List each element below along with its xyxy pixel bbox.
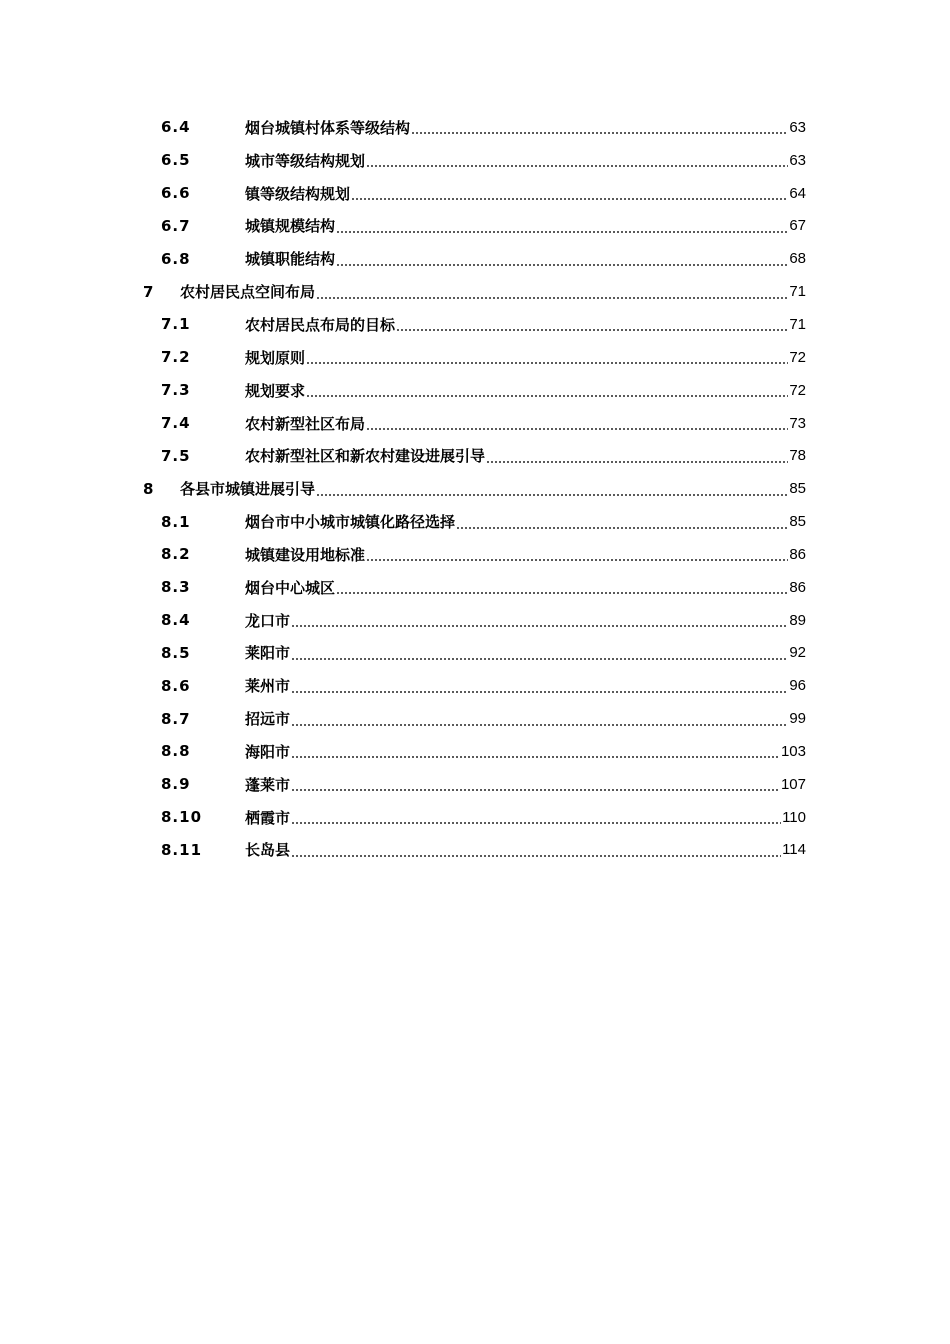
toc-entry-title: 镇等级结构规划 [245, 184, 351, 203]
toc-entry-number: 6.6 [161, 184, 191, 203]
toc-entry-number: 8 [143, 479, 155, 498]
toc-entry-number: 8.6 [161, 676, 191, 695]
toc-entry-page-number: 67 [789, 217, 806, 235]
toc-entry-number: 7.1 [161, 315, 191, 334]
toc-dot-leader [396, 329, 788, 331]
toc-entry-page-number: 92 [789, 644, 806, 662]
toc-dot-leader [316, 494, 788, 496]
toc-section-entry[interactable] [0, 341, 950, 374]
toc-entry-title: 烟台市中小城市城镇化路径选择 [245, 513, 456, 532]
toc-entry-title: 城镇建设用地标准 [245, 545, 366, 564]
toc-section-entry[interactable] [0, 702, 950, 735]
toc-entry-page-number: 96 [789, 677, 806, 695]
toc-section-entry[interactable] [0, 637, 950, 670]
toc-dot-leader [366, 428, 788, 430]
toc-section-entry[interactable] [0, 735, 950, 768]
toc-entry-title: 城镇规模结构 [245, 217, 336, 236]
toc-entry-title: 各县市城镇进展引导 [180, 480, 316, 499]
toc-dot-leader [306, 395, 788, 397]
toc-chapter-entry[interactable] [0, 275, 950, 308]
toc-entry-number: 8.7 [161, 709, 191, 728]
table-of-contents [0, 111, 950, 866]
toc-entry-page-number: 71 [789, 315, 806, 333]
toc-entry-number: 7.2 [161, 348, 191, 367]
toc-entry-page-number: 73 [789, 414, 806, 432]
toc-entry-page-number: 63 [789, 151, 806, 169]
toc-entry-title: 烟台中心城区 [245, 578, 336, 597]
toc-entry-page-number: 107 [780, 775, 806, 793]
toc-dot-leader [291, 724, 788, 726]
toc-dot-leader [291, 658, 788, 660]
toc-chapter-entry[interactable] [0, 472, 950, 505]
toc-entry-title: 莱州市 [245, 677, 291, 696]
toc-entry-page-number: 72 [789, 381, 806, 399]
toc-entry-number: 8.11 [161, 840, 203, 859]
toc-section-entry[interactable] [0, 604, 950, 637]
toc-entry-number: 7.3 [161, 381, 191, 400]
toc-dot-leader [486, 461, 788, 463]
toc-entry-page-number: 114 [782, 841, 806, 859]
toc-section-entry[interactable] [0, 669, 950, 702]
toc-entry-title: 烟台城镇村体系等级结构 [245, 118, 411, 137]
toc-entry-page-number: 78 [789, 447, 806, 465]
toc-dot-leader [316, 297, 788, 299]
toc-dot-leader [411, 132, 788, 134]
toc-entry-page-number: 99 [789, 710, 806, 728]
toc-entry-page-number: 86 [789, 545, 806, 563]
toc-section-entry[interactable] [0, 505, 950, 538]
toc-entry-page-number: 72 [789, 348, 806, 366]
toc-entry-number: 6.5 [161, 151, 191, 170]
toc-entry-number: 7 [143, 282, 155, 301]
toc-dot-leader [336, 592, 788, 594]
toc-entry-page-number: 86 [789, 578, 806, 596]
toc-section-entry[interactable] [0, 538, 950, 571]
toc-entry-number: 8.10 [161, 808, 203, 827]
toc-entry-title: 规划要求 [245, 381, 306, 400]
toc-entry-title: 长岛县 [245, 841, 291, 860]
toc-entry-page-number: 64 [789, 184, 806, 202]
toc-entry-title: 城镇职能结构 [245, 250, 336, 269]
toc-entry-number: 8.9 [161, 775, 191, 794]
toc-entry-page-number: 110 [782, 808, 806, 826]
toc-dot-leader [306, 362, 788, 364]
toc-entry-number: 8.2 [161, 545, 191, 564]
toc-section-entry[interactable] [0, 768, 950, 801]
toc-section-entry[interactable] [0, 242, 950, 275]
toc-dot-leader [366, 165, 788, 167]
toc-entry-title: 莱阳市 [245, 644, 291, 663]
toc-dot-leader [336, 231, 788, 233]
toc-entry-number: 8.4 [161, 611, 191, 630]
toc-dot-leader [291, 822, 781, 824]
toc-dot-leader [291, 625, 788, 627]
toc-section-entry[interactable] [0, 407, 950, 440]
toc-section-entry[interactable] [0, 308, 950, 341]
toc-entry-number: 7.5 [161, 446, 191, 465]
toc-dot-leader [456, 527, 788, 529]
toc-section-entry[interactable] [0, 210, 950, 243]
toc-entry-title: 农村新型社区和新农村建设进展引导 [245, 447, 486, 466]
toc-entry-title: 农村新型社区布局 [245, 414, 366, 433]
toc-entry-title: 海阳市 [245, 742, 291, 761]
toc-section-entry[interactable] [0, 111, 950, 144]
toc-entry-title: 蓬莱市 [245, 775, 291, 794]
toc-dot-leader [336, 264, 788, 266]
toc-section-entry[interactable] [0, 374, 950, 407]
toc-dot-leader [291, 789, 780, 791]
toc-section-entry[interactable] [0, 177, 950, 210]
toc-entry-page-number: 68 [789, 250, 806, 268]
toc-entry-title: 招远市 [245, 710, 291, 729]
toc-entry-number: 8.1 [161, 512, 191, 531]
toc-entry-number: 6.4 [161, 118, 191, 137]
toc-entry-number: 6.8 [161, 249, 191, 268]
toc-section-entry[interactable] [0, 834, 950, 867]
toc-entry-page-number: 85 [789, 513, 806, 531]
toc-entry-title: 城市等级结构规划 [245, 151, 366, 170]
toc-entry-title: 龙口市 [245, 611, 291, 630]
toc-entry-number: 8.5 [161, 643, 191, 662]
toc-section-entry[interactable] [0, 571, 950, 604]
toc-entry-page-number: 89 [789, 611, 806, 629]
toc-entry-title: 规划原则 [245, 348, 306, 367]
toc-section-entry[interactable] [0, 144, 950, 177]
toc-dot-leader [291, 691, 788, 693]
toc-dot-leader [291, 756, 780, 758]
toc-entry-title: 栖霞市 [245, 808, 291, 827]
toc-entry-page-number: 85 [789, 480, 806, 498]
toc-entry-title: 农村居民点布局的目标 [245, 315, 396, 334]
toc-dot-leader [366, 559, 788, 561]
toc-entry-page-number: 71 [789, 283, 806, 301]
toc-entry-page-number: 63 [789, 118, 806, 136]
toc-section-entry[interactable] [0, 439, 950, 472]
toc-dot-leader [291, 855, 781, 857]
toc-entry-page-number: 103 [780, 742, 806, 760]
toc-entry-title: 农村居民点空间布局 [180, 283, 316, 302]
toc-section-entry[interactable] [0, 801, 950, 834]
toc-entry-number: 8.3 [161, 578, 191, 597]
toc-entry-number: 7.4 [161, 414, 191, 433]
toc-entry-number: 8.8 [161, 742, 191, 761]
toc-dot-leader [351, 198, 788, 200]
toc-entry-number: 6.7 [161, 216, 191, 235]
